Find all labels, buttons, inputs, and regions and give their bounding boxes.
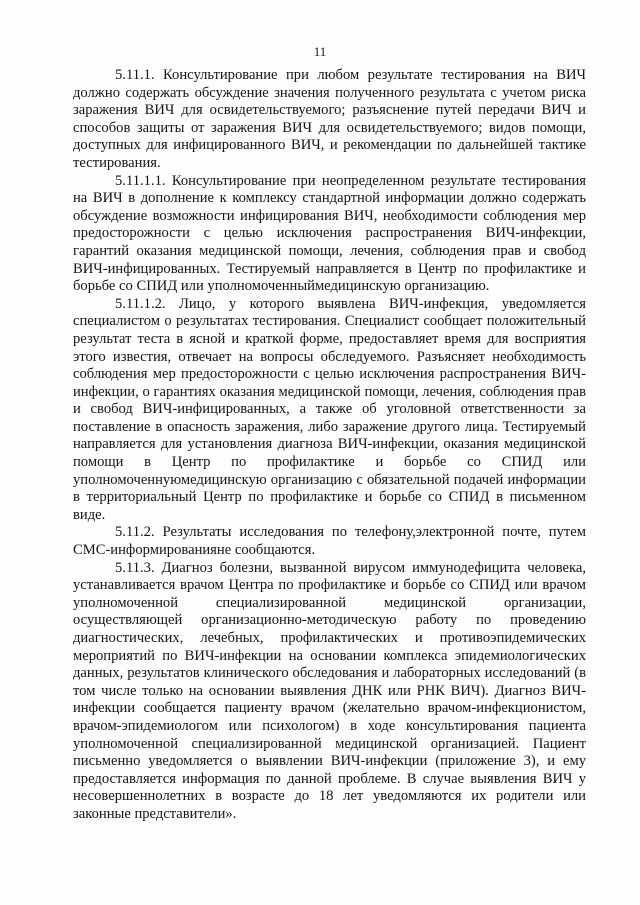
paragraph-5-11-3: 5.11.3. Диагноз болезни, вызванной вирусом иммунодефицита человека, устанавливается врачом Центра по профилактике и борьбе со СПИД или врачом уполномоченной специализированной медицинской организации, осуществляющей организационно-методическую работу по проведению диагностических, лечебных, профилактических и противоэпидемических мероприятий по ВИЧ-инфекции на основании комплекса эпидемиологических данных, результатов клинического обследования и лабораторных исследований (в том числе только на основании выявления ДНК или РНК ВИЧ). Диагноз ВИЧ-инфекции сообщается пациенту врачом (желательно врачом-инфекционистом, врачом-эпидемиологом или психологом) в ходе консультирования пациента уполномоченной специализированной медицинской организацией. Пациент письменно уведомляется о выявлении ВИЧ-инфекции (приложение 3), и ему предоставляется информация по данной проблеме. В случае выявления ВИЧ у несовершеннолетних в возрасте до 18 лет уведомляются их родители или законные представители». — [73, 559, 586, 822]
paragraph-5-11-1-1: 5.11.1.1. Консультирование при неопределенном результате тестирования на ВИЧ в дополнение к комплексу стандартной информации должно содержать обсуждение возможности инфицирования ВИЧ, необходимости соблюдения мер предосторожности с целью исключения распространения ВИЧ-инфекции, гарантий оказания медицинской помощи, лечения, соблюдения прав и свобод ВИЧ-инфицированных. Тестируемый направляется в Центр по профилактике и борьбе со СПИД или уполномоченныймедицинскую организацию. — [73, 172, 586, 295]
paragraph-5-11-1: 5.11.1. Консультирование при любом результате тестирования на ВИЧ должно содержать обсуждение значения полученного результата с учетом риска заражения ВИЧ для освидетельствуемого; разъяснение путей передачи ВИЧ и способов защиты от заражения ВИЧ для освидетельствуемого; видов помощи, доступных для инфицированного ВИЧ, и рекомендации по дальнейшей тактике тестирования. — [73, 67, 586, 171]
document-body — [73, 67, 586, 824]
paragraph-5-11-1-2: 5.11.1.2. Лицо, у которого выявлена ВИЧ-инфекция, уведомляется специалистом о результатах тестирования. Специалист сообщает положительный результат теста в ясной и краткой форме, предоставляет время для восприятия этого известия, отвечает на вопросы обследуемого. Разъясняет необходимость соблюдения мер предосторожности с целью исключения распространения ВИЧ-инфекции, о гарантиях оказания медицинской помощи, лечения, соблюдения прав и свобод ВИЧ-инфицированных, а также об уголовной ответственности за поставление в опасность заражения, либо заражение другого лица. Тестируемый направляется для установления диагноза ВИЧ-инфекции, оказания медицинской помощи в Центр по профилактике и борьбе со СПИД или уполномоченнуюмедицинскую организацию с обязательной подачей информации в территориальный Центр по профилактике и борьбе со СПИД в письменном виде. — [73, 295, 586, 523]
page-number: 11 — [313, 44, 327, 59]
paragraph-5-11-2: 5.11.2. Результаты исследования по телефону,электронной почте, путем СМС-информированияне сообщаются. — [73, 524, 586, 559]
